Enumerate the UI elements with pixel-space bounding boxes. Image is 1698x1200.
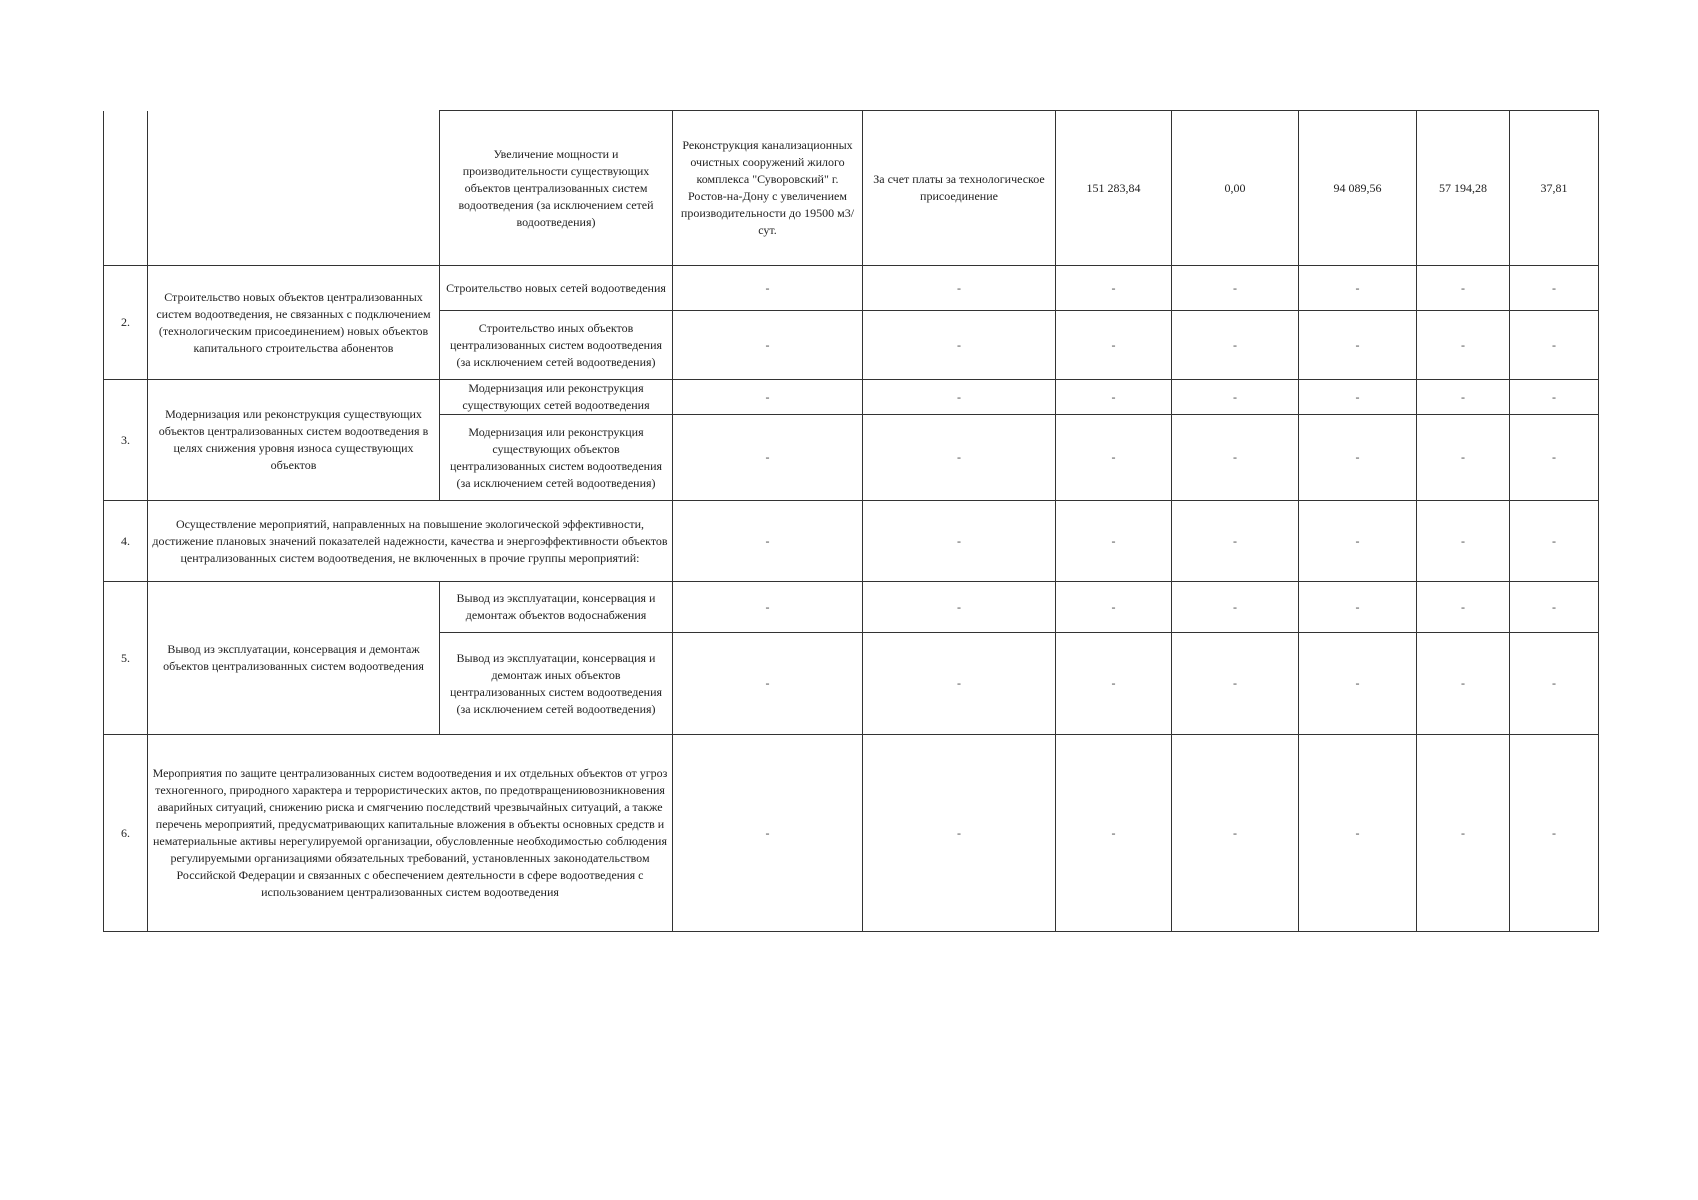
funding-source: - bbox=[863, 311, 1056, 380]
value-cell: - bbox=[1299, 415, 1417, 501]
value-cell: - bbox=[1056, 633, 1172, 735]
value-cell: - bbox=[1299, 582, 1417, 633]
event-name: - bbox=[673, 380, 863, 415]
event-name: - bbox=[673, 266, 863, 311]
table-row bbox=[104, 735, 1599, 932]
value-cell: - bbox=[1172, 501, 1299, 582]
value-cell: - bbox=[1510, 735, 1599, 932]
group-name: Вывод из эксплуатации, консервация и демонтаж объектов централизованных систем водоотведения bbox=[148, 582, 440, 735]
value-cell: - bbox=[1510, 380, 1599, 415]
value-cell: - bbox=[1056, 311, 1172, 380]
row-number: 3. bbox=[104, 380, 148, 501]
event-type: Вывод из эксплуатации, консервация и демонтаж объектов водоснабжения bbox=[440, 582, 673, 633]
value-cell: - bbox=[1056, 735, 1172, 932]
value-cell: - bbox=[1417, 380, 1510, 415]
value-cell: - bbox=[1172, 380, 1299, 415]
value-cell: - bbox=[1299, 735, 1417, 932]
group-name bbox=[148, 111, 440, 266]
value-cell: - bbox=[1417, 582, 1510, 633]
value-cell: - bbox=[1299, 380, 1417, 415]
value-cell: - bbox=[1417, 633, 1510, 735]
row-number: 2. bbox=[104, 266, 148, 380]
event-type: Модернизация или реконструкция существующих объектов централизованных систем водоотведения (за исключением сетей водоотведения) bbox=[440, 415, 673, 501]
value-cell: - bbox=[1172, 633, 1299, 735]
investment-program-table bbox=[103, 110, 1599, 932]
event-type: Модернизация или реконструкция существующих сетей водоотведения bbox=[440, 380, 673, 415]
row-number: 6. bbox=[104, 735, 148, 932]
value-cell: - bbox=[1172, 311, 1299, 380]
value-cell: - bbox=[1056, 582, 1172, 633]
row-number: 5. bbox=[104, 582, 148, 735]
group-name: Модернизация или реконструкция существующих объектов централизованных систем водоотведения в целях снижения уровня износа существующих объектов bbox=[148, 380, 440, 501]
value-cell: - bbox=[1172, 735, 1299, 932]
value-cell: - bbox=[1510, 633, 1599, 735]
event-name: - bbox=[673, 582, 863, 633]
value-cell: - bbox=[1299, 311, 1417, 380]
value-cell: 0,00 bbox=[1172, 111, 1299, 266]
funding-source: - bbox=[863, 266, 1056, 311]
group-name: Строительство новых объектов централизованных систем водоотведения, не связанных с подключением (технологическим присоединением) новых объектов капитального строительства абонентов bbox=[148, 266, 440, 380]
table-row bbox=[104, 266, 1599, 311]
funding-source: - bbox=[863, 380, 1056, 415]
value-cell: - bbox=[1417, 311, 1510, 380]
funding-source: - bbox=[863, 633, 1056, 735]
value-cell: - bbox=[1417, 501, 1510, 582]
value-cell: - bbox=[1172, 415, 1299, 501]
value-cell: - bbox=[1417, 735, 1510, 932]
event-type: Увеличение мощности и производительности существующих объектов централизованных систем водоотведения (за исключением сетей водоотведения) bbox=[440, 111, 673, 266]
row-number bbox=[104, 111, 148, 266]
funding-source: - bbox=[863, 415, 1056, 501]
group-name: Мероприятия по защите централизованных систем водоотведения и их отдельных объектов от угроз техногенного, природного характера и террористических актов, по предотвращениювозникновения аварийных ситуаций, снижению риска и смягчению последствий чрезвычайных ситуаций, а также перечень мероприятий, предусматривающих капитальные вложения в объекты основных средств и нематериальные активы нерегулируемой организации, обусловленные необходимостью соблюдения регулируемыми организациями обязательных требований, установленных законодательством Российской Федерации и связанных с обеспечением деятельности в сфере водоотведения с использованием централизованных систем водоотведения bbox=[148, 735, 673, 932]
group-name: Осуществление мероприятий, направленных на повышение экологической эффективности, достижение плановых значений показателей надежности, качества и энергоэффективности объектов централизованных систем водоотведения, не включенных в прочие группы мероприятий: bbox=[148, 501, 673, 582]
value-cell: - bbox=[1510, 582, 1599, 633]
event-name: - bbox=[673, 633, 863, 735]
value-cell: - bbox=[1172, 266, 1299, 311]
table-row bbox=[104, 582, 1599, 633]
event-type: Строительство новых сетей водоотведения bbox=[440, 266, 673, 311]
funding-source: - bbox=[863, 501, 1056, 582]
value-cell: - bbox=[1510, 501, 1599, 582]
table-row bbox=[104, 501, 1599, 582]
value-cell: - bbox=[1172, 582, 1299, 633]
event-type: Строительство иных объектов централизованных систем водоотведения (за исключением сетей водоотведения) bbox=[440, 311, 673, 380]
value-cell: - bbox=[1510, 415, 1599, 501]
event-name: Реконструкция канализационных очистных сооружений жилого комплекса "Суворовский" г. Ростов-на-Дону с увеличением производительности до 19500 м3/сут. bbox=[673, 111, 863, 266]
row-number: 4. bbox=[104, 501, 148, 582]
funding-source: За счет платы за технологическое присоединение bbox=[863, 111, 1056, 266]
value-cell: - bbox=[1417, 266, 1510, 311]
value-cell: 37,81 bbox=[1510, 111, 1599, 266]
value-cell: 57 194,28 bbox=[1417, 111, 1510, 266]
value-cell: - bbox=[1056, 380, 1172, 415]
value-cell: - bbox=[1299, 266, 1417, 311]
event-name: - bbox=[673, 311, 863, 380]
funding-source: - bbox=[863, 735, 1056, 932]
value-cell: - bbox=[1056, 501, 1172, 582]
value-cell: - bbox=[1417, 415, 1510, 501]
value-cell: - bbox=[1056, 415, 1172, 501]
event-name: - bbox=[673, 501, 863, 582]
value-cell: - bbox=[1299, 501, 1417, 582]
table-row bbox=[104, 111, 1599, 266]
value-cell: - bbox=[1510, 311, 1599, 380]
funding-source: - bbox=[863, 582, 1056, 633]
value-cell: - bbox=[1510, 266, 1599, 311]
value-cell: 151 283,84 bbox=[1056, 111, 1172, 266]
event-name: - bbox=[673, 415, 863, 501]
table-row bbox=[104, 380, 1599, 415]
event-type: Вывод из эксплуатации, консервация и демонтаж иных объектов централизованных систем водоотведения (за исключением сетей водоотведения) bbox=[440, 633, 673, 735]
value-cell: 94 089,56 bbox=[1299, 111, 1417, 266]
event-name: - bbox=[673, 735, 863, 932]
value-cell: - bbox=[1056, 266, 1172, 311]
value-cell: - bbox=[1299, 633, 1417, 735]
